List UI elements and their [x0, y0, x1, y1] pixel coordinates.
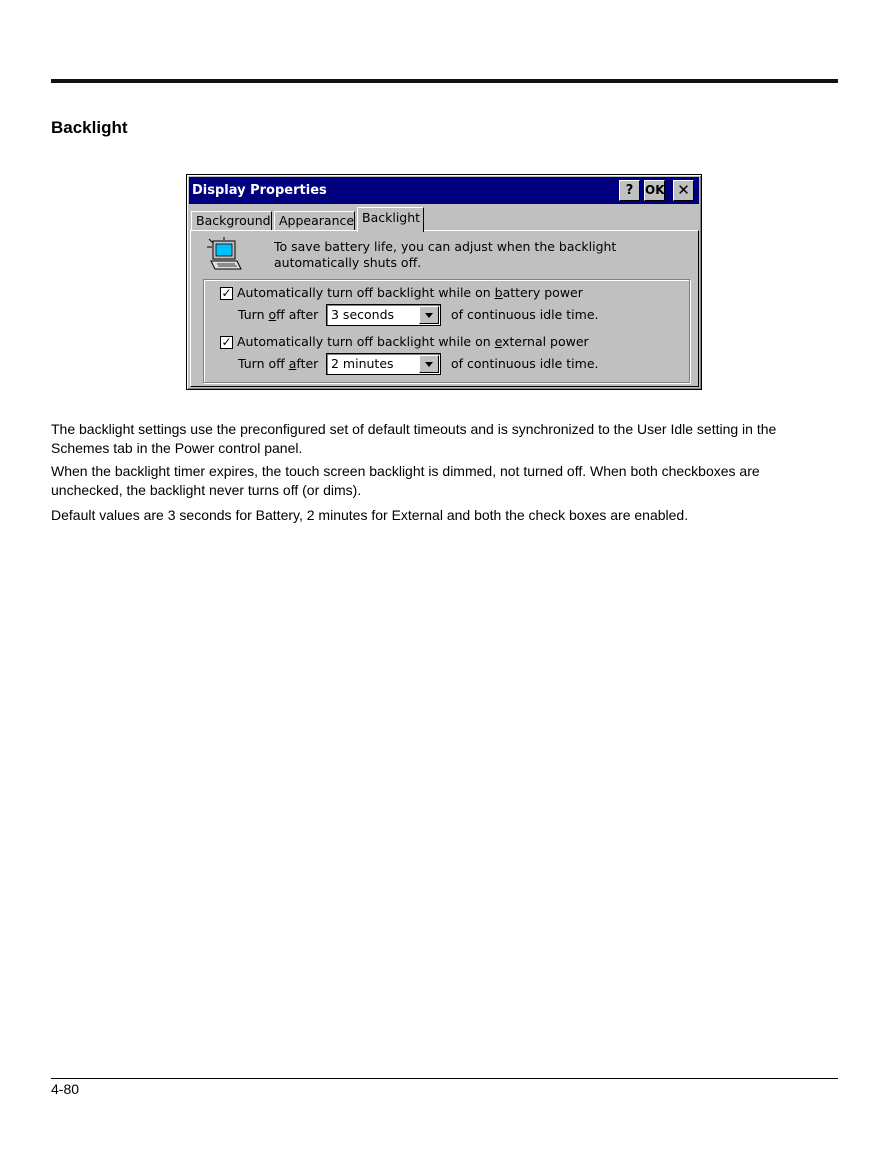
- battery-checkbox[interactable]: ✓: [221, 286, 232, 300]
- external-checkbox-label[interactable]: Automatically turn off backlight while on external power: [237, 334, 589, 349]
- external-timeout-select[interactable]: [326, 353, 441, 375]
- external-timeout-value: 2 minutes: [331, 356, 394, 371]
- help-button[interactable]: ?: [619, 180, 640, 201]
- dialog-titlebar: [189, 177, 699, 204]
- tab-appearance[interactable]: Appearance: [274, 211, 355, 230]
- page-number: 4-80: [51, 1081, 80, 1097]
- battery-timeout-value: 3 seconds: [331, 307, 395, 322]
- battery-turnoff-label: Turn off after: [238, 307, 319, 322]
- close-button[interactable]: ✕: [673, 180, 694, 201]
- external-checkbox[interactable]: ✓: [221, 335, 232, 349]
- paragraph: The backlight settings use the preconfigured set of default timeouts and is synchronized to the User Idle setting in the Schemes tab in the Power control panel.: [51, 421, 777, 456]
- battery-timeout-select[interactable]: [326, 304, 441, 326]
- tab-background[interactable]: Background: [191, 211, 272, 230]
- section-heading: Backlight: [51, 118, 128, 137]
- top-rule: [51, 79, 838, 83]
- paragraph: When the backlight timer expires, the touch screen backlight is dimmed, not turned off. When both checkboxes are unchecked, the backlight never turns off (or dims).: [51, 463, 760, 498]
- paragraph: Default values are 3 seconds for Battery, 2 minutes for External and both the check boxes are enabled.: [51, 507, 689, 523]
- ok-button[interactable]: OK: [644, 180, 665, 201]
- tab-backlight[interactable]: Backlight: [357, 207, 424, 232]
- backlight-tab-panel: [190, 230, 699, 387]
- external-idle-suffix: of continuous idle time.: [451, 356, 599, 371]
- battery-checkbox-label[interactable]: Automatically turn off backlight while on battery power: [237, 285, 583, 300]
- display-properties-dialog: [186, 174, 702, 390]
- chevron-down-icon[interactable]: [419, 306, 439, 324]
- chevron-down-icon[interactable]: [419, 355, 439, 373]
- intro-text: To save battery life, you can adjust when the backlight automatically shuts off.: [274, 239, 617, 270]
- bottom-rule: [51, 1078, 838, 1079]
- backlight-settings-group: [203, 279, 690, 383]
- device-backlight-icon: [207, 237, 243, 273]
- dialog-title: Display Properties: [192, 183, 327, 198]
- external-turnoff-label: Turn off after: [238, 356, 319, 371]
- battery-idle-suffix: of continuous idle time.: [451, 307, 599, 322]
